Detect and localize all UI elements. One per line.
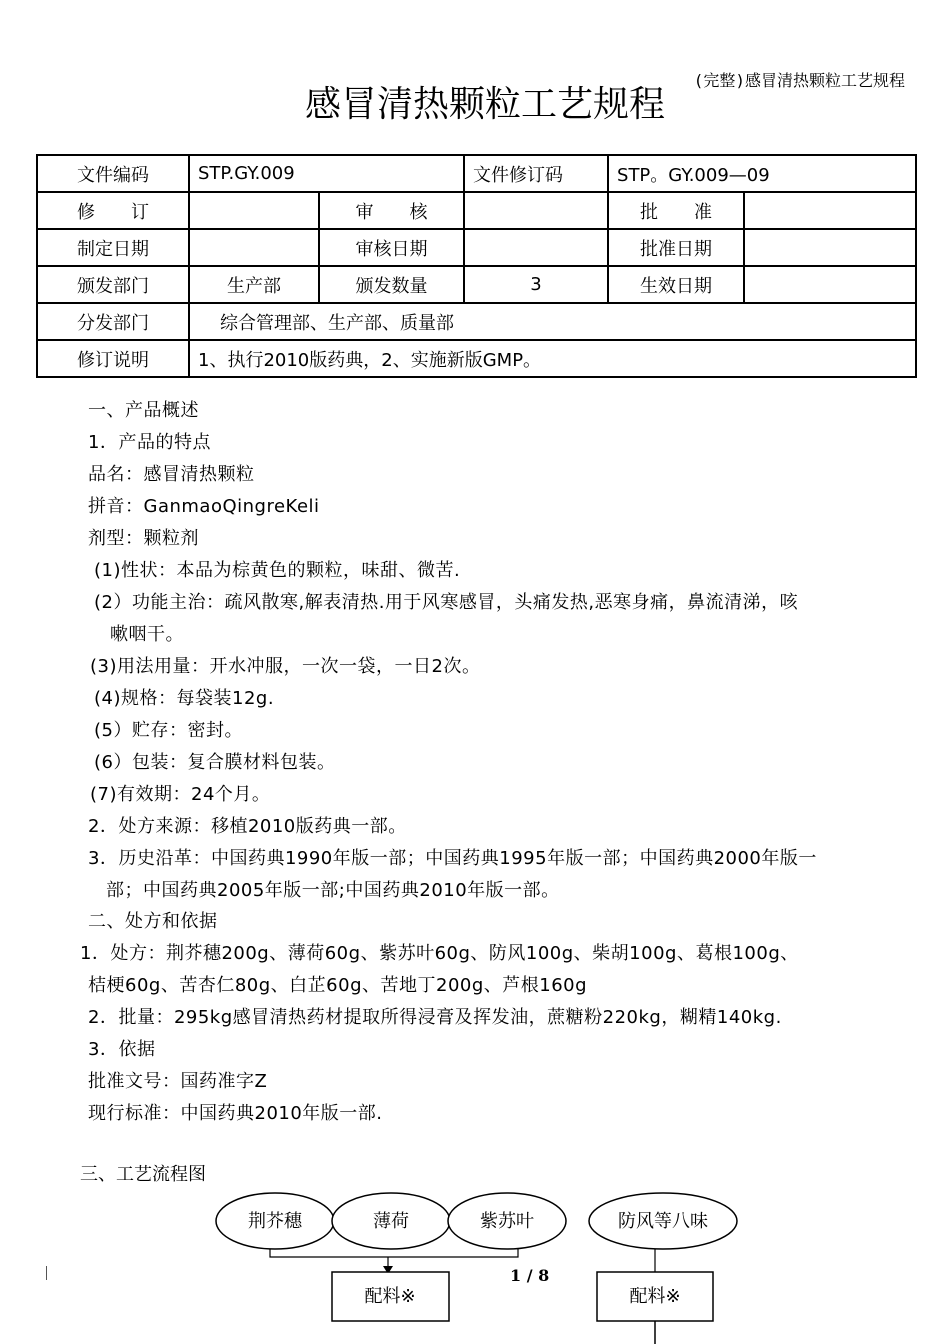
flow-node-label: 防风等八味	[618, 1211, 708, 1232]
flow-node-label: 薄荷	[373, 1211, 409, 1232]
table-row	[37, 155, 916, 192]
text-line: 3．历史沿革：中国药典1990年版一部；中国药典1995年版一部；中国药典2000年版一	[88, 848, 817, 869]
revise-label: 修 订	[37, 192, 189, 229]
file-code-value: STP.GY.009	[189, 155, 464, 192]
review-value	[464, 192, 608, 229]
issue-dept-label: 颁发部门	[37, 266, 189, 303]
section-heading: 三、工艺流程图	[80, 1164, 206, 1185]
distribute-label: 分发部门	[37, 303, 189, 340]
flow-box-label: 配料※	[364, 1286, 416, 1307]
text-line: 桔梗60g、苦杏仁80g、白芷60g、苦地丁200g、芦根160g	[88, 975, 588, 996]
effective-date-value	[744, 266, 916, 303]
issue-qty-label: 颁发数量	[319, 266, 464, 303]
flow-connector	[270, 1249, 518, 1257]
text-line: 批准文号：国药准字Z	[88, 1071, 268, 1092]
approve-value	[744, 192, 916, 229]
table-row	[37, 192, 916, 229]
text-line: 1．产品的特点	[88, 432, 211, 453]
text-line: (3)用法用量：开水冲服，一次一袋，一日2次。	[90, 656, 481, 677]
text-line: 剂型：颗粒剂	[88, 528, 199, 549]
approve-label: 批 准	[608, 192, 744, 229]
text-line: (7)有效期：24个月。	[90, 784, 271, 805]
issue-qty-value: 3	[464, 266, 608, 303]
file-code-label: 文件编码	[37, 155, 189, 192]
header-note: (完整)感冒清热颗粒工艺规程	[693, 71, 905, 90]
text-line: (6）包装：复合膜材料包装。	[94, 752, 336, 773]
text-line: (4)规格：每袋装12g.	[94, 688, 275, 709]
text-line: (1)性状：本品为棕黄色的颗粒，味甜、微苦.	[94, 560, 461, 581]
text-line: (2）功能主治：疏风散寒,解表清热.用于风寒感冒，头痛发热,恶寒身痛，鼻流清涕，咳	[94, 592, 799, 613]
text-line: 嗽咽干。	[110, 624, 184, 645]
flow-box-label: 配料※	[629, 1286, 681, 1307]
text-line: (5）贮存：密封。	[94, 720, 243, 741]
approve-date-label: 批准日期	[608, 229, 744, 266]
revision-note-label: 修订说明	[37, 340, 189, 377]
issue-dept-value: 生产部	[189, 266, 319, 303]
text-line: 现行标准：中国药典2010年版一部.	[88, 1103, 383, 1124]
revision-code-label: 文件修订码	[464, 155, 608, 192]
made-date-label: 制定日期	[37, 229, 189, 266]
revision-note-value: 1、执行2010版药典，2、实施新版GMP。	[189, 340, 916, 377]
text-line: 3．依据	[88, 1039, 156, 1060]
review-date-label: 审核日期	[319, 229, 464, 266]
text-line: 拼音：GanmaoQingreKeli	[88, 496, 320, 517]
review-label: 审 核	[319, 192, 464, 229]
revision-code-value: STP。GY.009—09	[608, 155, 916, 192]
margin-mark	[46, 1266, 47, 1280]
text-line: 2．处方来源：移植2010版药典一部。	[88, 816, 407, 837]
flow-node-label: 紫苏叶	[480, 1211, 534, 1232]
process-flow-diagram	[0, 1190, 950, 1344]
revise-value	[189, 192, 319, 229]
document-control-table	[36, 154, 917, 378]
text-line: 2．批量：295kg感冒清热药材提取所得浸膏及挥发油，蔗糖粉220kg，糊精140kg.	[88, 1007, 782, 1028]
text-line: 品名：感冒清热颗粒	[88, 464, 255, 485]
section-heading: 二、处方和依据	[88, 911, 218, 932]
page-number: 1 / 8	[510, 1266, 550, 1285]
text-line: 1．处方：荆芥穗200g、薄荷60g、紫苏叶60g、防风100g、柴胡100g、葛根100g、	[80, 943, 799, 964]
made-date-value	[189, 229, 319, 266]
table-row	[37, 340, 916, 377]
flow-node-label: 荆芥穗	[248, 1211, 302, 1232]
approve-date-value	[744, 229, 916, 266]
table-row	[37, 229, 916, 266]
review-date-value	[464, 229, 608, 266]
table-row	[37, 303, 916, 340]
text-line: 部；中国药典2005年版一部;中国药典2010年版一部。	[106, 880, 560, 901]
table-row	[37, 266, 916, 303]
distribute-value: 综合管理部、生产部、质量部	[189, 303, 916, 340]
section-heading: 一、产品概述	[88, 400, 199, 421]
document-title: 感冒清热颗粒工艺规程	[304, 84, 665, 125]
effective-date-label: 生效日期	[608, 266, 744, 303]
